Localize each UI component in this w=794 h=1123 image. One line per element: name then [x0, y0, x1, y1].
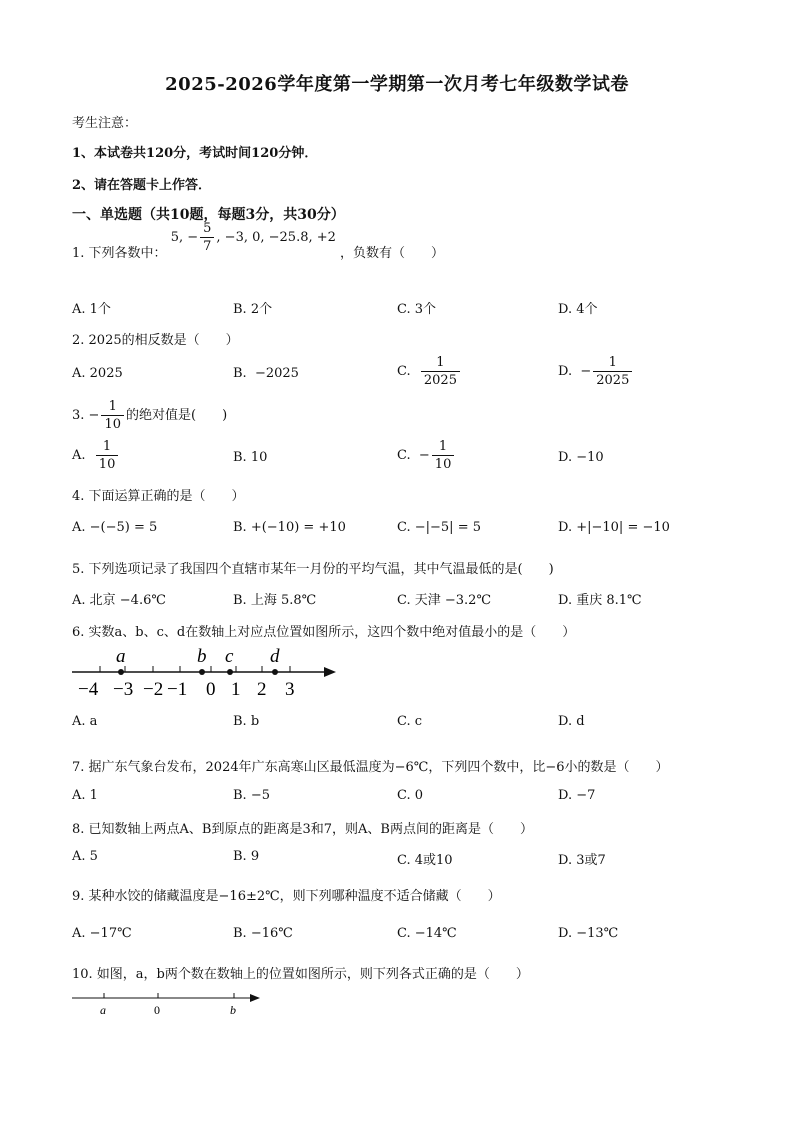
point-c — [227, 669, 233, 675]
section-heading: 一、单选题（共10题，每题3分，共30分） — [72, 207, 345, 223]
question-8-stem: 8. 已知数轴上两点A、B到原点的距离是3和7，则A、B两点间的距离是（ ） — [72, 822, 533, 837]
q7-option-a[interactable]: A. 1 — [72, 788, 98, 803]
numerator: 1 — [421, 354, 460, 372]
numerator: 1 — [101, 398, 124, 416]
fraction — [200, 220, 214, 255]
q6-option-a[interactable]: A. a — [72, 714, 98, 729]
q3-option-b[interactable]: B. 10 — [233, 450, 268, 465]
number-line-figure-q6 — [66, 642, 346, 704]
fraction — [96, 438, 119, 473]
expr-part-a: 5, − — [170, 230, 199, 245]
page-title: 2025-2026学年度第一学期第一次月考七年级数学试卷 — [165, 74, 629, 95]
point-label-d: d — [270, 646, 280, 667]
notice-item-2: 2、请在答题卡上作答． — [72, 178, 212, 193]
q4-option-c[interactable]: C. −|−5| = 5 — [397, 520, 481, 535]
question-7-stem: 7. 据广东气象台发布，2024年广东高寒山区最低温度为−6℃，下列四个数中，比−6小的数是（ ） — [72, 760, 669, 775]
q8-option-a[interactable]: A. 5 — [72, 849, 98, 864]
q3-option-a[interactable] — [72, 438, 120, 473]
q5-option-b[interactable]: B. 上海 5.8℃ — [233, 593, 317, 608]
number-line-figure-q10 — [66, 988, 266, 1020]
q9-option-d[interactable]: D. −13℃ — [558, 926, 619, 941]
question-4-stem: 4. 下面运算正确的是（ ） — [72, 489, 245, 504]
point-d — [272, 669, 278, 675]
option-label: B. — [233, 366, 247, 381]
numerator: 1 — [593, 354, 632, 372]
q9-option-c[interactable]: C. −14℃ — [397, 926, 457, 941]
notice-heading: 考生注意： — [72, 116, 138, 131]
q1-option-b[interactable]: B. 2个 — [233, 302, 273, 317]
q8-option-c[interactable]: C. 4或10 — [397, 853, 453, 868]
axis-arrow — [324, 667, 336, 677]
option-value: −2025 — [254, 366, 299, 381]
expr-part-b: , −3, 0, −25.8, +2 — [216, 230, 336, 245]
question-number: 3. — [72, 408, 85, 423]
fraction — [593, 354, 632, 389]
tick-label: 1 — [231, 679, 241, 700]
point-label-a: a — [116, 646, 126, 667]
question-1-suffix: ，负数有（ ） — [340, 246, 445, 261]
question-5-stem: 5. 下列选项记录了我国四个直辖市某年一月份的平均气温，其中气温最低的是( ) — [72, 562, 554, 577]
question-9-stem: 9. 某种水饺的储藏温度是−16±2℃，则下列哪种温度不适合储藏（ ） — [72, 889, 501, 904]
q3-option-c[interactable] — [397, 438, 456, 473]
q2-option-a[interactable]: A. 2025 — [72, 366, 123, 381]
q9-option-a[interactable]: A. −17℃ — [72, 926, 132, 941]
q8-option-b[interactable]: B. 9 — [233, 849, 260, 864]
numerator: 1 — [432, 438, 455, 456]
tick-label: −1 — [167, 679, 188, 700]
point-b — [199, 669, 205, 675]
tick-label: −4 — [78, 679, 99, 700]
notice-item-1: 1、本试卷共120分，考试时间120分钟． — [72, 146, 318, 161]
question-1-stem — [72, 221, 445, 271]
denominator: 7 — [203, 239, 212, 254]
q2-option-c[interactable] — [397, 354, 462, 389]
denominator: 2025 — [596, 373, 630, 388]
q5-option-d[interactable]: D. 重庆 8.1℃ — [558, 593, 642, 608]
fraction — [421, 354, 460, 389]
denominator: 10 — [434, 457, 452, 472]
q5-option-c[interactable]: C. 天津 −3.2℃ — [397, 593, 491, 608]
q7-option-c[interactable]: C. 0 — [397, 788, 424, 803]
q1-option-a[interactable]: A. 1个 — [72, 302, 111, 317]
option-label: A. — [72, 448, 86, 463]
q9-option-b[interactable]: B. −16℃ — [233, 926, 293, 941]
q4-option-a[interactable]: A. −(−5) = 5 — [72, 520, 158, 535]
option-label: D. — [558, 364, 573, 379]
question-6-stem: 6. 实数a、b、c、d在数轴上对应点位置如图所示，这四个数中绝对值最小的是（ ） — [72, 625, 576, 640]
minus-sign: − — [418, 448, 430, 463]
denominator: 2025 — [423, 373, 457, 388]
label-a: a — [100, 1003, 106, 1017]
option-label: C. — [397, 448, 411, 463]
q4-option-d[interactable]: D. +|−10| = −10 — [558, 520, 670, 535]
fraction — [101, 398, 124, 433]
minus-sign: − — [580, 364, 592, 379]
question-2-stem: 2. 2025的相反数是（ ） — [72, 333, 239, 348]
question-1-prefix: 1. 下列各数中： — [72, 246, 167, 261]
q2-option-b[interactable] — [233, 366, 299, 381]
q3-option-d[interactable]: D. −10 — [558, 450, 604, 465]
q1-option-c[interactable]: C. 3个 — [397, 302, 437, 317]
numerator: 5 — [200, 220, 214, 238]
minus-sign: − — [88, 408, 100, 423]
tick-label: −2 — [143, 679, 164, 700]
q6-option-b[interactable]: B. b — [233, 714, 260, 729]
label-zero: 0 — [154, 1003, 160, 1017]
denominator: 10 — [98, 457, 116, 472]
denominator: 10 — [104, 417, 121, 432]
label-b: b — [230, 1003, 236, 1017]
tick-label: 0 — [206, 679, 216, 700]
question-1-expression — [170, 221, 336, 254]
q7-option-d[interactable]: D. −7 — [558, 788, 596, 803]
q4-option-b[interactable]: B. +(−10) = +10 — [233, 520, 346, 535]
axis-ticks — [100, 666, 290, 672]
question-10-stem: 10. 如图，a，b两个数在数轴上的位置如图所示，则下列各式正确的是（ ） — [72, 967, 529, 982]
option-label: C. — [397, 364, 411, 379]
fraction — [432, 438, 455, 473]
tick-label: −3 — [113, 679, 134, 700]
tick-label: 2 — [257, 679, 267, 700]
numerator: 1 — [96, 438, 119, 456]
q7-option-b[interactable]: B. −5 — [233, 788, 270, 803]
axis-arrow — [250, 994, 260, 1002]
q2-option-d[interactable] — [558, 354, 634, 389]
tick-label: 3 — [285, 679, 295, 700]
q8-option-d[interactable]: D. 3或7 — [558, 853, 606, 868]
stem-suffix: 的绝对值是( ) — [126, 408, 228, 423]
q6-option-c[interactable]: C. c — [397, 714, 423, 729]
q1-option-d[interactable]: D. 4个 — [558, 302, 598, 317]
q5-option-a[interactable]: A. 北京 −4.6℃ — [72, 593, 166, 608]
point-label-b: b — [197, 646, 207, 667]
point-a — [118, 669, 124, 675]
point-label-c: c — [225, 646, 234, 667]
q6-option-d[interactable]: D. d — [558, 714, 585, 729]
question-3-stem — [72, 398, 227, 433]
